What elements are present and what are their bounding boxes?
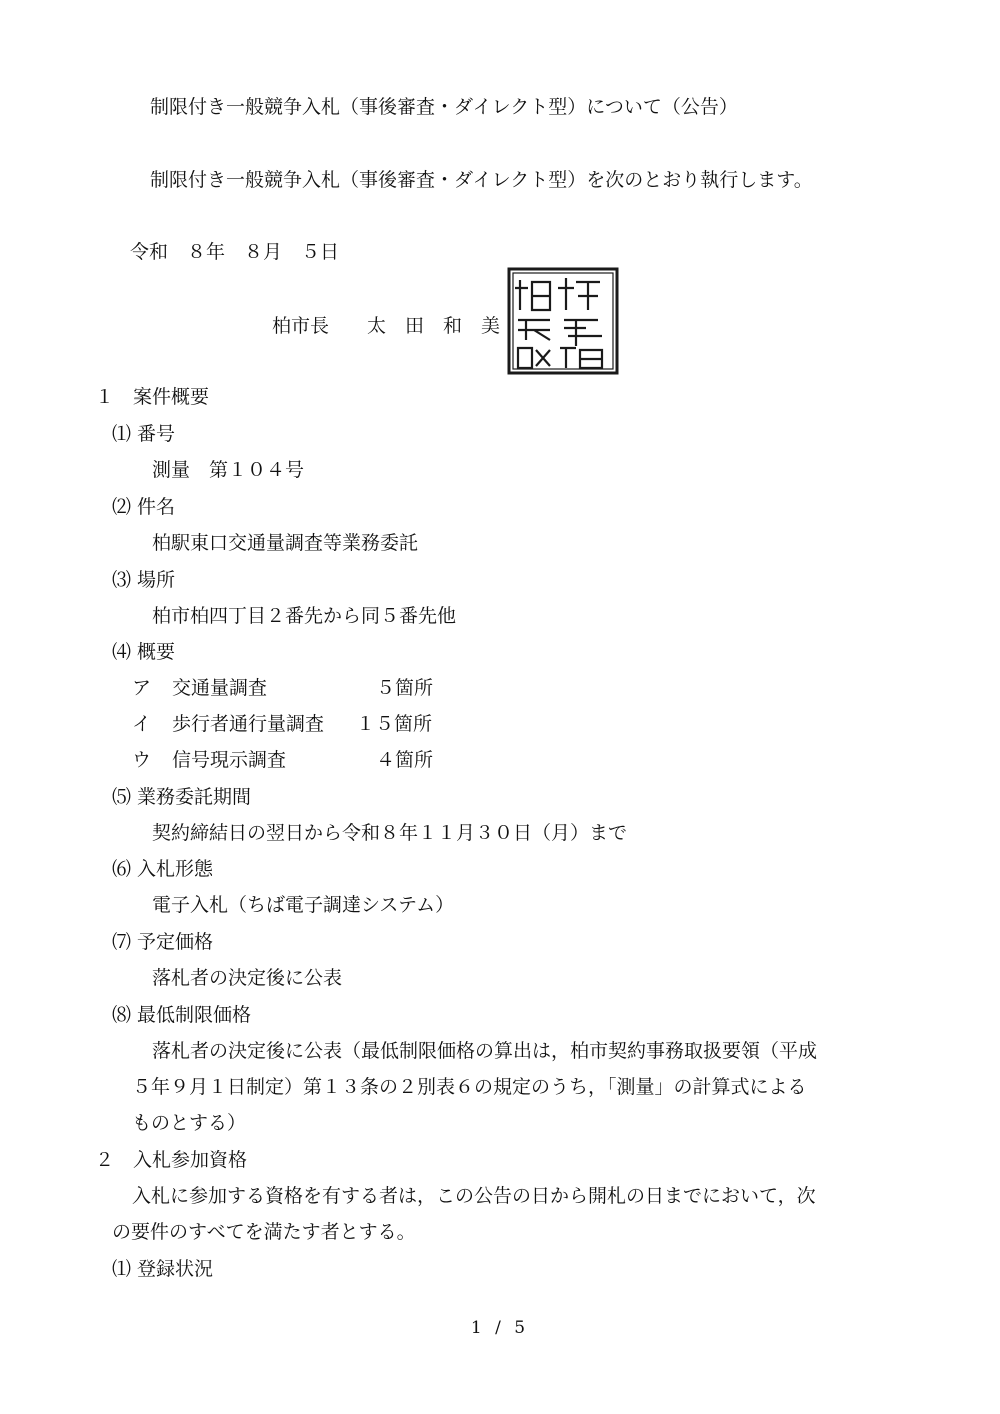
- overview-name-a: 交通量調査: [172, 677, 268, 699]
- item-7-value: 落札者の決定後に公表: [152, 967, 343, 989]
- overview-name-u: 信号現示調査: [172, 749, 287, 771]
- item-8-label: ⑻ 最低制限価格: [112, 1004, 252, 1026]
- section-2-text-line-2: の要件のすべてを満たす者とする。: [112, 1221, 416, 1243]
- item-1-value: 測量 第１０４号: [152, 459, 305, 481]
- item-6-label: ⑹ 入札形態: [112, 858, 214, 880]
- section-2-heading: ２ 入札参加資格: [95, 1149, 248, 1171]
- item-3-label: ⑶ 場所: [112, 569, 176, 591]
- overview-mark-u: ウ: [132, 749, 152, 771]
- overview-mark-a: ア: [132, 677, 152, 699]
- item-8-value-line-3: ものとする）: [132, 1112, 247, 1134]
- item-2-1-label: ⑴ 登録状況: [112, 1258, 214, 1280]
- overview-qty-i: １５箇所: [356, 713, 433, 735]
- section-1-heading: １ 案件概要: [95, 386, 210, 408]
- item-8-value-line-2: ５年９月１日制定）第１３条の２別表６の規定のうち，「測量」の計算式による: [132, 1076, 807, 1098]
- overview-qty-u: ４箇所: [376, 749, 434, 771]
- issue-date: 令和 ８年 ８月 ５日: [130, 241, 340, 263]
- page-number: 1 / 5: [470, 1318, 530, 1338]
- item-7-label: ⑺ 予定価格: [112, 931, 214, 953]
- document-title: 制限付き一般競争入札（事後審査・ダイレクト型）について（公告）: [150, 96, 738, 118]
- issuer-name: 柏市長 太 田 和 美: [272, 315, 501, 337]
- item-1-label: ⑴ 番号: [112, 423, 176, 445]
- item-5-value: 契約締結日の翌日から令和８年１１月３０日（月）まで: [152, 822, 628, 844]
- intro-text: 制限付き一般競争入札（事後審査・ダイレクト型）を次のとおり執行します。: [150, 169, 813, 191]
- overview-mark-i: イ: [132, 713, 152, 735]
- item-5-label: ⑸ 業務委託期間: [112, 786, 252, 808]
- overview-name-i: 歩行者通行量調査: [172, 713, 325, 735]
- section-2-text-line-1: 入札に参加する資格を有する者は，この公告の日から開札の日までにおいて，次: [132, 1185, 816, 1207]
- official-seal: [506, 266, 620, 376]
- item-2-value: 柏駅東口交通量調査等業務委託: [152, 532, 419, 554]
- item-3-value: 柏市柏四丁目２番先から同５番先他: [152, 605, 457, 627]
- item-6-value: 電子入札（ちば電子調達システム）: [152, 894, 455, 916]
- item-4-label: ⑷ 概要: [112, 641, 176, 663]
- item-8-value-line-1: 落札者の決定後に公表（最低制限価格の算出は，柏市契約事務取扱要領（平成: [152, 1040, 818, 1062]
- overview-qty-a: ５箇所: [376, 677, 434, 699]
- item-2-label: ⑵ 件名: [112, 496, 176, 518]
